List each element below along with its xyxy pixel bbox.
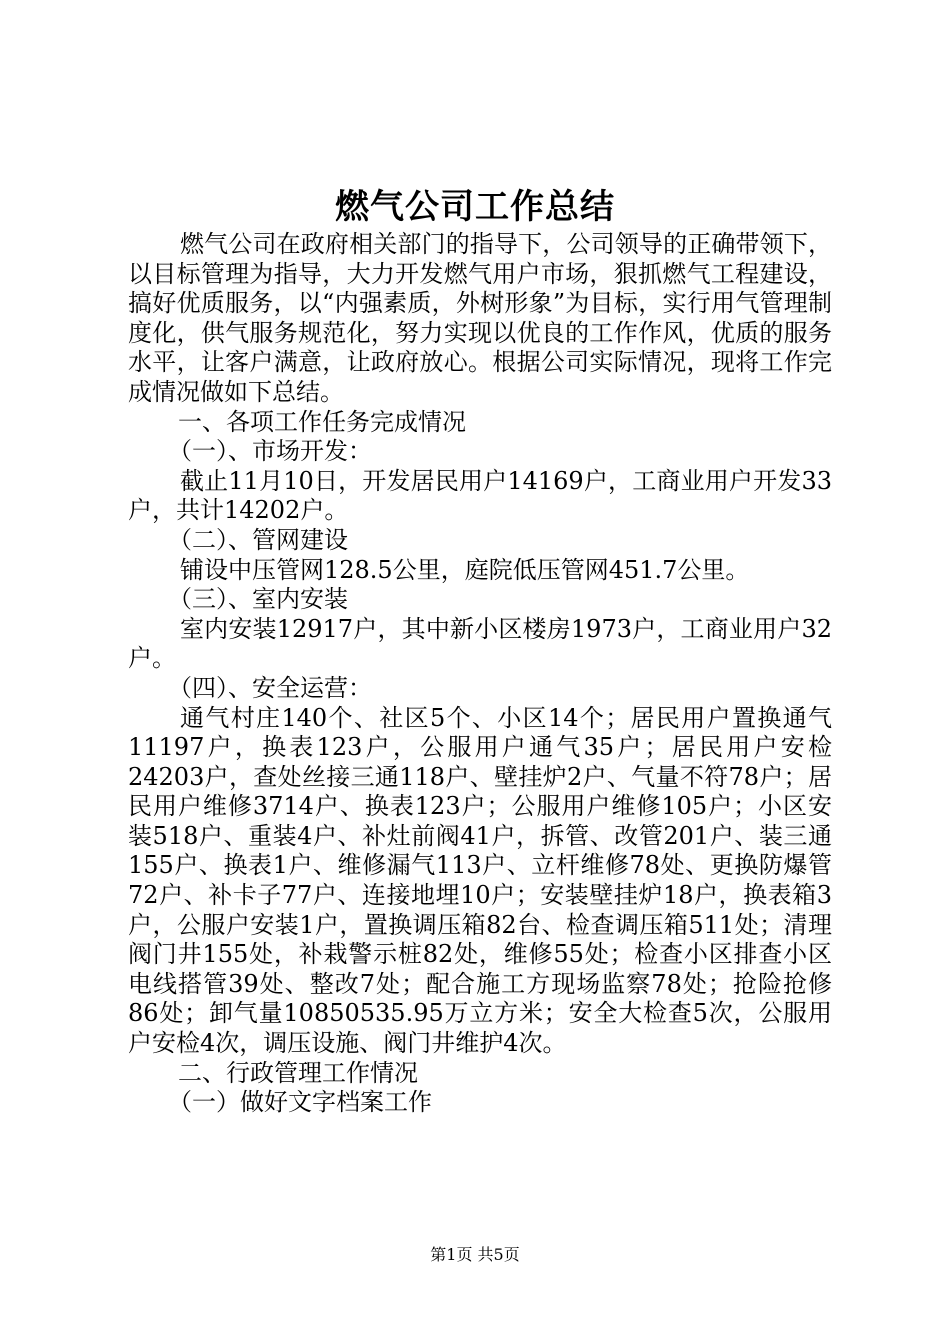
- pipeline-paragraph: 铺设中压管网128.5公里，庭院低压管网451.7公里。: [180, 555, 750, 584]
- market-paragraph: 截止11月10日，开发居民用户14169户，工商业用户开发33户，共计14202户。: [128, 466, 832, 525]
- subsection-heading-pipeline: （二）、管网建设: [168, 525, 348, 554]
- section-heading-1: 一、各项工作任务完成情况: [178, 407, 466, 436]
- subsection-heading-archives: （一）做好文字档案工作: [168, 1088, 432, 1117]
- subsection-heading-indoor: （三）、室内安装: [168, 585, 348, 614]
- document-title: 燃气公司工作总结: [335, 187, 615, 227]
- indoor-paragraph: 室内安装12917户，其中新小区楼房1973户，工商业用户32户。: [128, 614, 832, 673]
- page-number: 第1页 共5页: [430, 1245, 520, 1264]
- safety-paragraph: 通气村庄140个、社区5个、小区14个；居民用户置换通气11197户，换表123户，公服用户通气35户；居民用户安检24203户，查处丝接三通118户、壁挂炉2户、气量不符78户；居民用户维修3714户、换表123户；公服用户维修105户；小区安装518户、重装4户、补灶前阀41户，拆管、改管201户、装三通155户、换表1户、维修漏气113户、立杆维修78处、更换防爆管72户、补卡子77户、连接地埋10户；安装壁挂炉18户，换表箱3户，公服户安装1户，置换调压箱82台、检查调压箱511处；清理阀门井155处，补栽警示桩82处，维修55处；检查小区排查小区电线搭管39处、整改7处；配合施工方现场监察78处；抢险抢修86处；卸气量10850535.95万立方米；安全大检查5次，公服用户安检4次，调压设施、阀门井维护4次。: [128, 703, 832, 1058]
- intro-paragraph: 燃气公司在政府相关部门的指导下，公司领导的正确带领下，以目标管理为指导，大力开发燃气用户市场，狠抓燃气工程建设，搞好优质服务，以“内强素质，外树形象”为目标，实行用气管理制度化，供气服务规范化，努力实现以优良的工作作风，优质的服务水平，让客户满意，让政府放心。根据公司实际情况，现将工作完成情况做如下总结。: [128, 230, 832, 406]
- document-body: [128, 230, 832, 1118]
- section-heading-2: 二、行政管理工作情况: [178, 1058, 418, 1087]
- subsection-heading-safety: （四）、安全运营：: [168, 673, 372, 702]
- subsection-heading-market: （一）、市场开发：: [168, 437, 372, 466]
